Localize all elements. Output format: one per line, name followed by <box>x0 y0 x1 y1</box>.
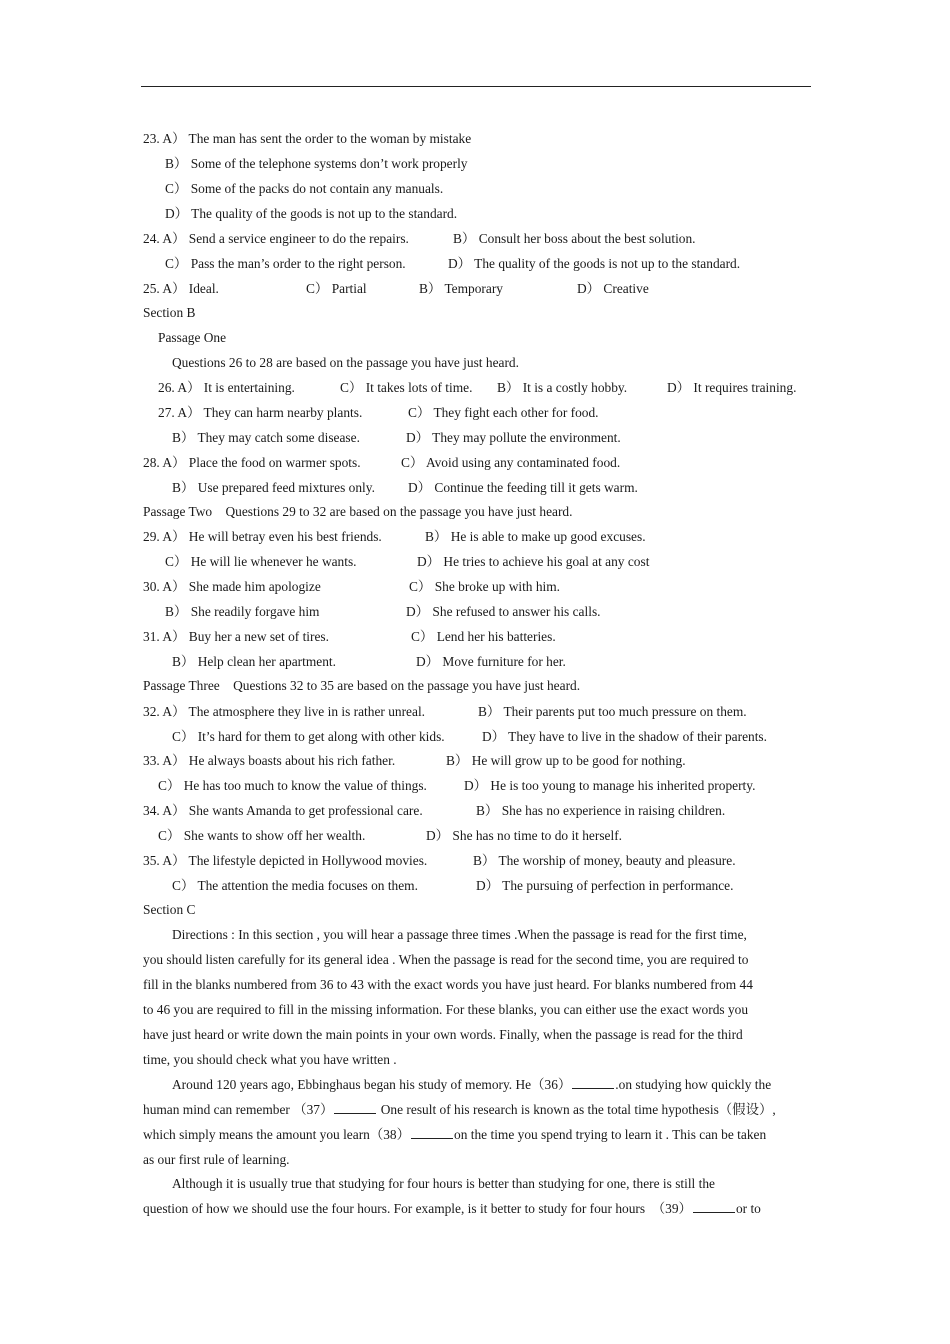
q29-a-option: 29. A） He will betray even his best friends. <box>143 529 382 544</box>
q35-c-option: C） The attention the media focuses on them. <box>172 878 418 893</box>
blank-36[interactable] <box>572 1077 614 1089</box>
section-c-heading: Section C <box>143 902 196 917</box>
q30-d-option: D） She refused to answer his calls. <box>406 604 601 619</box>
passage-line: human mind can remember （37） One result of his research is known as the total time hypothesis（假设）, <box>143 1102 776 1117</box>
q32-d-option: D） They have to live in the shadow of their parents. <box>482 729 767 744</box>
passage-line: Although it is usually true that studying for four hours is better than studying for one, there is still the <box>172 1176 715 1191</box>
q25-d-option: D） Creative <box>577 281 649 296</box>
header-rule <box>141 86 811 87</box>
passage-line: Around 120 years ago, Ebbinghaus began his study of memory. He（36） .on studying how quickly the <box>172 1077 772 1092</box>
passage-line: which simply means the amount you learn（38） on the time you spend trying to learn it . This can be taken <box>143 1127 767 1142</box>
q26-b-option: B） It is a costly hobby. <box>497 380 628 395</box>
q28-b-option: B） Use prepared feed mixtures only. <box>172 480 375 495</box>
q32-b-option: B） Their parents put too much pressure on them. <box>478 704 747 719</box>
q34-d-option: D） She has no time to do it herself. <box>426 828 623 843</box>
passage-line: as our first rule of learning. <box>143 1152 290 1167</box>
blank-38[interactable] <box>411 1127 453 1139</box>
directions-line: fill in the blanks numbered from 36 to 43 with the exact words you have just heard. For blanks numbered from 44 <box>143 977 753 992</box>
q33-d-option: D） He is too young to manage his inherited property. <box>464 778 756 793</box>
q26-c-option: C） It takes lots of time. <box>340 380 473 395</box>
q29-b-option: B） He is able to make up good excuses. <box>425 529 646 544</box>
q33-a-option: 33. A） He always boasts about his rich father. <box>143 753 396 768</box>
q27-b-option: B） They may catch some disease. <box>172 430 360 445</box>
q35-d-option: D） The pursuing of perfection in performance. <box>476 878 734 893</box>
q32-a-option: 32. A） The atmosphere they live in is rather unreal. <box>143 704 426 719</box>
q32-c-option: C） It’s hard for them to get along with other kids. <box>172 729 445 744</box>
passage-line: question of how we should use the four hours. For example, is it better to study for four hours （39） or to <box>143 1201 761 1216</box>
q35-b-option: B） The worship of money, beauty and pleasure. <box>473 853 736 868</box>
q26-a-option: 26. A） It is entertaining. <box>158 380 295 395</box>
q24-d-option: D） The quality of the goods is not up to the standard. <box>448 256 741 271</box>
q25-c-option: C） Partial <box>306 281 367 296</box>
q30-a-option: 30. A） She made him apologize <box>143 579 321 594</box>
q31-c-option: C） Lend her his batteries. <box>411 629 556 644</box>
directions-line: time, you should check what you have written . <box>143 1052 397 1067</box>
q33-c-option: C） He has too much to know the value of things. <box>158 778 427 793</box>
q34-a-option: 34. A） She wants Amanda to get professional care. <box>143 803 423 818</box>
passage-one-intro: Questions 26 to 28 are based on the passage you have just heard. <box>172 355 519 370</box>
q30-c-option: C） She broke up with him. <box>409 579 561 594</box>
q28-c-option: C） Avoid using any contaminated food. <box>401 455 621 470</box>
q24-a-option: 24. A） Send a service engineer to do the repairs. <box>143 231 409 246</box>
q24-c-option: C） Pass the man’s order to the right person. <box>165 256 406 271</box>
q25-b-option: B） Temporary <box>419 281 503 296</box>
q31-d-option: D） Move furniture for her. <box>416 654 566 669</box>
q24-b-option: B） Consult her boss about the best solution. <box>453 231 696 246</box>
q27-d-option: D） They may pollute the environment. <box>406 430 621 445</box>
directions-line: to 46 you are required to fill in the missing information. For these blanks, you can either use the exact words you <box>143 1002 749 1017</box>
directions-line: Directions : In this section , you will hear a passage three times .When the passage is read for the first time, <box>172 927 747 942</box>
q26-d-option: D） It requires training. <box>667 380 797 395</box>
q23-d-option: D） The quality of the goods is not up to the standard. <box>165 206 458 221</box>
blank-37[interactable] <box>334 1102 376 1114</box>
q27-a-option: 27. A） They can harm nearby plants. <box>158 405 363 420</box>
q23-c-option: C） Some of the packs do not contain any manuals. <box>165 181 444 196</box>
passage-two-heading: Passage Two Questions 29 to 32 are based on the passage you have just heard. <box>143 504 573 519</box>
passage-one-heading: Passage One <box>158 330 227 345</box>
q31-b-option: B） Help clean her apartment. <box>172 654 336 669</box>
q35-a-option: 35. A） The lifestyle depicted in Hollywood movies. <box>143 853 428 868</box>
section-b-heading: Section B <box>143 305 196 320</box>
directions-line: you should listen carefully for its general idea . When the passage is read for the second time, you are required to <box>143 952 749 967</box>
q34-b-option: B） She has no experience in raising children. <box>476 803 726 818</box>
q27-c-option: C） They fight each other for food. <box>408 405 599 420</box>
q29-c-option: C） He will lie whenever he wants. <box>165 554 357 569</box>
q29-d-option: D） He tries to achieve his goal at any cost <box>417 554 650 569</box>
q31-a-option: 31. A） Buy her a new set of tires. <box>143 629 329 644</box>
q34-c-option: C） She wants to show off her wealth. <box>158 828 366 843</box>
q25-a-option: 25. A） Ideal. <box>143 281 219 296</box>
blank-39[interactable] <box>693 1201 735 1213</box>
q28-d-option: D） Continue the feeding till it gets warm. <box>408 480 638 495</box>
q23-b-option: B） Some of the telephone systems don’t work properly <box>165 156 468 171</box>
directions-line: have just heard or write down the main points in your own words. Finally, when the passage is read for the third <box>143 1027 743 1042</box>
q23-a-option: 23. A） The man has sent the order to the woman by mistake <box>143 131 472 146</box>
passage-three-heading: Passage Three Questions 32 to 35 are based on the passage you have just heard. <box>143 678 581 693</box>
q33-b-option: B） He will grow up to be good for nothing. <box>446 753 686 768</box>
q28-a-option: 28. A） Place the food on warmer spots. <box>143 455 361 470</box>
q30-b-option: B） She readily forgave him <box>165 604 320 619</box>
